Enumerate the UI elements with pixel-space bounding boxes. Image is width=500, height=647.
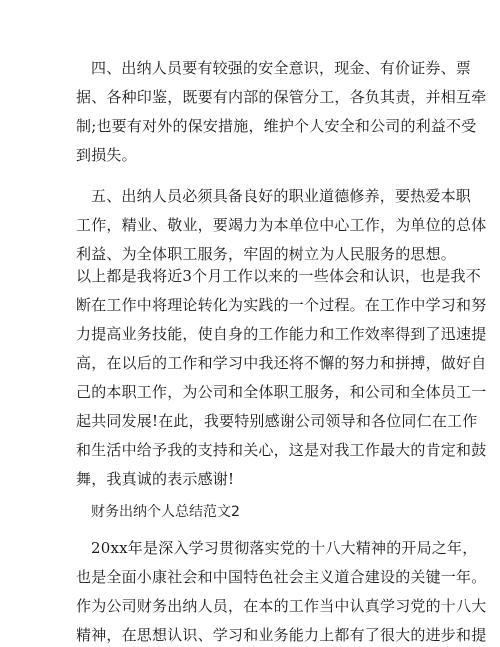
text-line: 舞，我真诚的表示感谢! — [76, 470, 235, 488]
text-line: 四、出纳人员要有较强的安全意识，现金、有价证券、票 — [91, 59, 472, 77]
text-line: 起共同发展!在此，我要特别感谢公司领导和各位同仁在工作 — [76, 412, 478, 430]
text-line: 到损失。 — [76, 146, 137, 164]
text-line: 精神，在思想认识、学习和业务能力上都有了很大的进步和提 — [76, 626, 487, 644]
text-line: 作为公司财务出纳人员，在本的工作当中认真学习党的十八大 — [76, 597, 487, 615]
section-heading: 财务出纳个人总结范文2 — [91, 504, 240, 520]
text-line: 五、出纳人员必须具备良好的职业道德修养，要热爱本职 — [91, 187, 472, 205]
text-line: 据、各种印鉴，既要有内部的保管分工，各负其责，并相互牵 — [76, 88, 487, 106]
text-line: 高，在以后的工作和学习中我还将不懈的努力和拼搏，做好自 — [76, 354, 487, 372]
text-line: 和生活中给予我的支持和关心，这是对我工作最大的肯定和鼓 — [76, 441, 487, 459]
text-line: 工作，精业、敬业，要竭力为本单位中心工作，为单位的总体 — [76, 216, 487, 234]
text-line: 制;也要有对外的保安措施，维护个人安全和公司的利益不受 — [76, 117, 477, 135]
text-line: 断在工作中将理论转化为实践的一个过程。在工作中学习和努 — [76, 296, 487, 314]
text-line: 20xx年是深入学习贯彻落实党的十八大精神的开局之年， — [91, 539, 478, 557]
text-line: 利益、为全体职工服务，牢固的树立为人民服务的思想。 — [76, 245, 457, 263]
text-line: 以上都是我将近3个月工作以来的一些体会和认识，也是我不 — [76, 267, 481, 285]
text-line: 己的本职工作，为公司和全体职工服务，和公司和全体员工一 — [76, 383, 487, 401]
text-line: 也是全面小康社会和中国特色社会主义道合建设的关键一年。 — [76, 568, 487, 586]
text-line: 力提高业务技能，使自身的工作能力和工作效率得到了迅速提 — [76, 325, 487, 343]
